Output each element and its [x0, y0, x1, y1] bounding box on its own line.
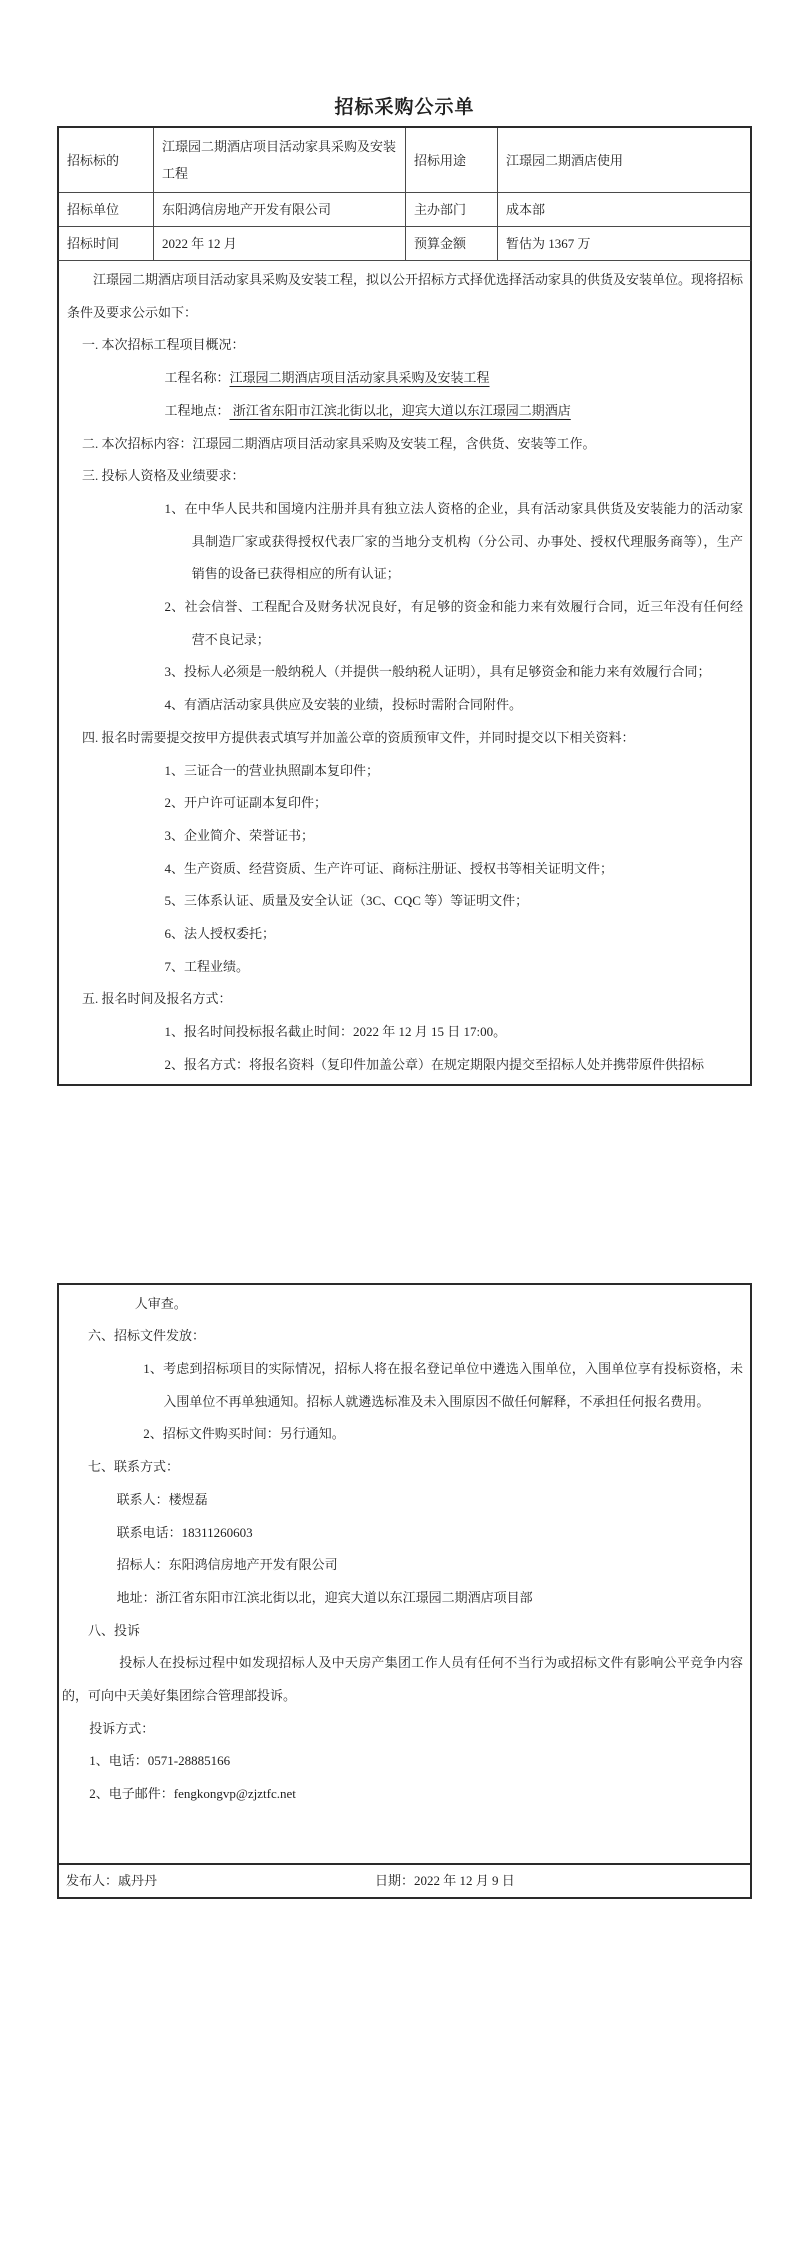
document-line — [82, 460, 743, 493]
line-text: 二. 本次招标内容：江璟园二期酒店项目活动家具采购及安装工程，含供货、安装等工作。 — [81, 435, 596, 451]
document-line — [164, 493, 743, 591]
document-line — [67, 264, 743, 329]
document-line — [88, 1615, 743, 1648]
underlined-value: 浙江省东阳市江滨北街以北，迎宾大道以东江璟园二期酒店 — [229, 402, 571, 418]
line-text: 地址：浙江省东阳市江滨北街以北，迎宾大道以东江璟园二期酒店项目部 — [116, 1589, 533, 1605]
line-text: 在中华人民共和国境内注册并具有独立法人资格的企业，具有活动家具供货及安装能力的活动家具制造厂家或获得授权代表厂家的当地分支机构（分公司、办事处、授权代理服务商等），生产销售的设备已获得相应的所有认证； — [184, 500, 743, 582]
line-text: 招标文件购买时间：另行通知。 — [162, 1426, 345, 1442]
line-text: 人审查。 — [134, 1295, 187, 1311]
line-text: 考虑到招标项目的实际情况，招标人将在报名登记单位中遴选入围单位，入围单位享有投标资格，未入围单位不再单独通知。招标人就遴选标准及未入围原因不做任何解释，不承担任何报名费用。 — [163, 1360, 743, 1409]
field-label: 主办部门 — [405, 192, 497, 226]
line-text: 三体系认证、质量及安全认证（3C、CQC 等）等证明文件； — [184, 893, 529, 909]
field-label: 招标用途 — [405, 128, 497, 192]
line-text: 生产资质、经营资质、生产许可证、商标注册证、授权书等相关证明文件； — [184, 860, 614, 876]
document-line — [117, 1582, 743, 1615]
publisher: 发布人：戚丹丹 — [66, 1872, 158, 1888]
notice-body-page-2-content — [59, 1285, 750, 1863]
field-label: 招标标的 — [67, 152, 120, 168]
document-line — [82, 722, 743, 755]
item-number: 6、 — [164, 926, 185, 942]
line-text: 江璟园二期酒店项目活动家具采购及安装工程，拟以公开招标方式择优选择活动家具的供货及安装单位。现将招标条件及要求公示如下： — [67, 272, 744, 320]
item-number: 1、 — [164, 762, 185, 778]
line-text: 联系电话：18311260603 — [116, 1524, 253, 1540]
document-line — [135, 1288, 743, 1321]
line-text: 三证合一的营业执照副本复印件； — [184, 762, 380, 778]
document-line — [143, 1418, 743, 1451]
field-value: 2022 年 12 月 — [153, 226, 405, 260]
document-title: 招标采购公示单 — [334, 97, 475, 118]
notice-body-page-1 — [57, 260, 752, 1086]
line-text: 法人授权委托； — [184, 926, 276, 942]
line-text: 四. 报名时需要提交按甲方提供表式填写并加盖公章的资质预审文件，并同时提交以下相关资料： — [81, 729, 635, 745]
document-line — [82, 329, 743, 362]
field-label: 招标时间 — [59, 226, 153, 260]
document-line — [117, 1549, 743, 1582]
item-number: 5、 — [164, 893, 185, 909]
document-line — [164, 1016, 743, 1049]
footer-row — [59, 1863, 750, 1898]
line-text: 有酒店活动家具供应及安装的业绩，投标时需附合同附件。 — [184, 697, 523, 713]
line-text: 1、电话：0571-28885166 — [89, 1753, 231, 1769]
document-line — [164, 853, 743, 886]
line-text: 工程业绩。 — [184, 958, 250, 974]
document-line — [165, 395, 744, 428]
line-text: 报名方式：将报名资料（复印件加盖公章）在规定期限内提交至招标人处并携带原件供招标 — [184, 1056, 705, 1072]
document-line — [164, 656, 743, 689]
info-table-row — [59, 192, 750, 226]
document-line — [165, 362, 744, 395]
field-value: 江璟园二期酒店项目活动家具采购及安装工程 — [153, 128, 405, 192]
line-text: 联系人：楼煜磊 — [116, 1491, 208, 1507]
line-text: 一. 本次招标工程项目概况： — [81, 337, 245, 353]
field-label: 预算金额 — [405, 226, 497, 260]
document-line — [164, 820, 743, 853]
item-number: 3、 — [164, 664, 185, 680]
line-text: 开户许可证副本复印件； — [184, 795, 328, 811]
document-line — [88, 1320, 743, 1353]
document-line — [82, 983, 743, 1016]
item-number: 2、 — [164, 795, 185, 811]
item-number: 7、 — [164, 958, 185, 974]
notice-sheet — [57, 126, 752, 1899]
page-break-gap — [57, 1086, 752, 1283]
field-value: 江璟园二期酒店使用 — [497, 128, 750, 192]
item-number: 1、 — [164, 1024, 185, 1040]
document-line — [117, 1517, 743, 1550]
item-number: 4、 — [164, 697, 185, 713]
info-table — [57, 126, 752, 260]
document-line — [164, 787, 743, 820]
document-line — [164, 689, 743, 722]
line-text: 企业简介、荣誉证书； — [184, 827, 315, 843]
line-text: 八、投诉 — [88, 1622, 141, 1638]
line-text: 投标人在投标过程中如发现招标人及中天房产集团工作人员有任何不当行为或招标文件有影响公平竞争内容的，可向中天美好集团综合管理部投诉。 — [62, 1655, 743, 1704]
field-value: 暂估为 1367 万 — [497, 226, 750, 260]
line-text: 招标人：东阳鸿信房地产开发有限公司 — [116, 1557, 338, 1573]
line-label: 工程名称： — [164, 370, 230, 386]
underlined-value: 江璟园二期酒店项目活动家具采购及安装工程 — [229, 370, 490, 386]
line-text: 社会信誉、工程配合及财务状况良好，有足够的资金和能力来有效履行合同，近三年没有任何经营不良记录； — [184, 599, 743, 647]
item-number: 2、 — [164, 599, 185, 615]
publish-date: 日期：2022 年 12 月 9 日 — [375, 1872, 515, 1888]
field-value: 东阳鸿信房地产开发有限公司 — [153, 192, 405, 226]
notice-body-page-2 — [57, 1283, 752, 1900]
item-number: 3、 — [164, 827, 185, 843]
line-text: 六、招标文件发放： — [88, 1328, 206, 1344]
info-table-row — [59, 128, 750, 192]
line-text: 七、联系方式： — [88, 1459, 180, 1475]
line-text: 报名时间投标报名截止时间：2022 年 12 月 15 日 17:00。 — [184, 1024, 507, 1040]
field-label: 招标单位 — [59, 192, 153, 226]
document-line — [164, 951, 743, 984]
document-line — [62, 1647, 743, 1712]
document-line — [89, 1745, 743, 1778]
line-text: 三. 投标人资格及业绩要求： — [81, 468, 245, 484]
document-line — [88, 1451, 743, 1484]
document-line — [117, 1484, 743, 1517]
item-number: 2、 — [143, 1426, 163, 1442]
document-line — [164, 1049, 743, 1082]
item-number: 2、 — [164, 1056, 185, 1072]
item-number: 4、 — [164, 860, 185, 876]
item-number: 1、 — [164, 500, 185, 516]
document-line — [164, 755, 743, 788]
document-line — [82, 428, 743, 461]
document-line — [89, 1713, 743, 1746]
document-line — [164, 885, 743, 918]
document-line — [89, 1778, 743, 1811]
line-text: 五. 报名时间及报名方式： — [81, 991, 232, 1007]
document-line — [164, 591, 743, 656]
line-label: 工程地点： — [164, 402, 230, 418]
document-line — [143, 1353, 743, 1418]
field-value: 成本部 — [497, 192, 750, 226]
info-table-row — [59, 226, 750, 260]
line-text: 投诉方式： — [89, 1720, 155, 1736]
line-text: 2、电子邮件：fengkongvp@zjztfc.net — [89, 1786, 296, 1802]
item-number: 1、 — [143, 1360, 164, 1376]
line-text: 投标人必须是一般纳税人（并提供一般纳税人证明），具有足够资金和能力来有效履行合同； — [184, 664, 711, 680]
document-line — [164, 918, 743, 951]
